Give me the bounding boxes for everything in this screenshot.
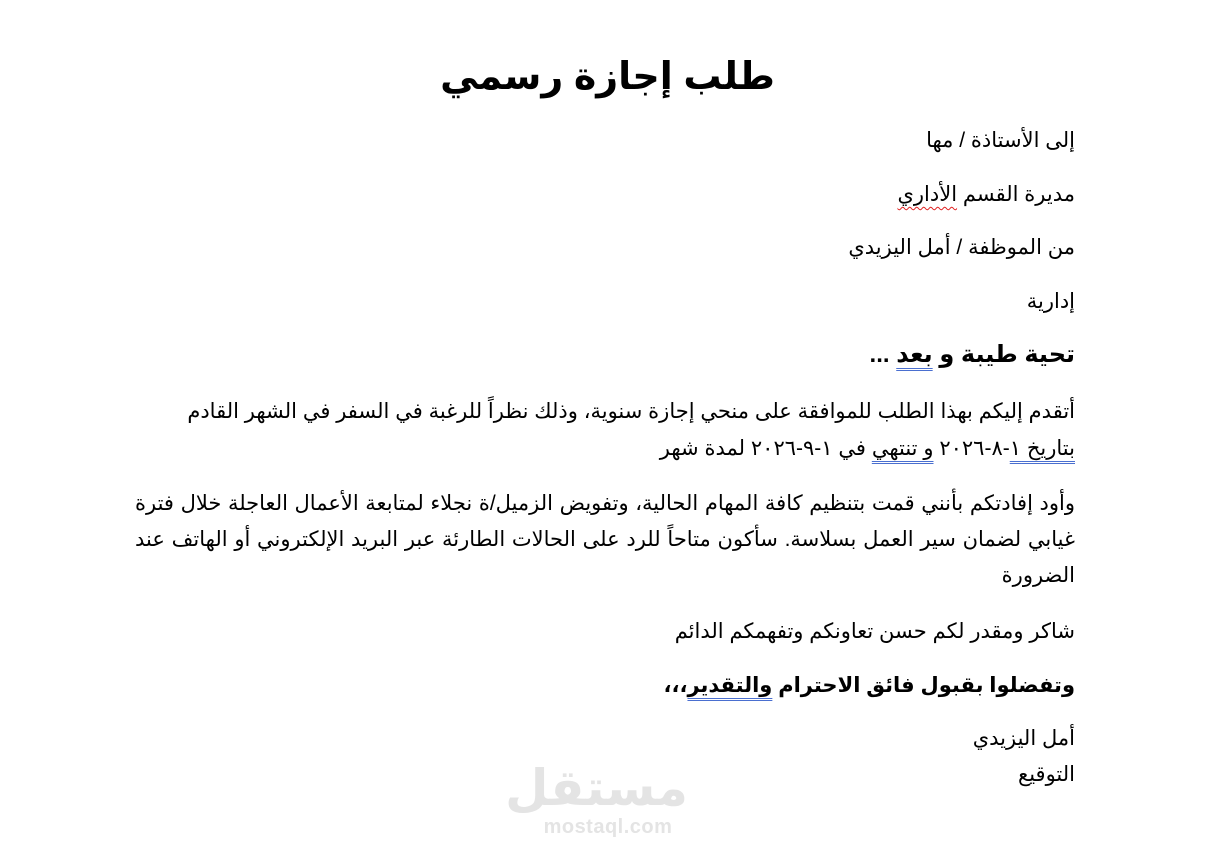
greeting-part1: تحية طيبة و xyxy=(939,341,1075,368)
department-line xyxy=(897,180,1075,210)
closing-part1: وتفضلوا بقبول فائق الاحترام xyxy=(778,674,1075,697)
sender-department-line: إدارية xyxy=(1026,290,1075,313)
thanks-line: شاكر ومقدر لكم حسن تعاونكم وتفهمكم الدائم xyxy=(674,620,1075,643)
sender-line: من الموظفة / أمل اليزيدي xyxy=(848,236,1075,259)
paragraph2: وأود إفادتكم بأنني قمت بتنظيم كافة المهام الحالية، وتفويض الزميل/ة نجلاء لمتابعة الأعمال العاجلة خلال فترة غيابي لضمان سير العمل بسلاسة. سأكون متاحاً للرد على الحالات الطارئة عبر البريد الإلكتروني أو الهاتف عند الضرورة xyxy=(135,492,1075,587)
closing-line xyxy=(664,671,1075,701)
signature-label: التوقيع xyxy=(1018,763,1075,786)
paragraph1-end-word: و تنتهي xyxy=(871,437,934,460)
greeting-marked-word: بعد xyxy=(896,341,933,368)
paragraph1-date-end: في ١-٩-٢٠٢٦ لمدة شهر xyxy=(659,437,866,460)
paragraph1-line2 xyxy=(660,434,1075,464)
closing-marked-word: والتقدير xyxy=(687,674,773,697)
watermark-url: mostaql.com xyxy=(543,816,673,838)
greeting-line xyxy=(870,340,1075,370)
paragraph1-date-word: بتاريخ ١ xyxy=(1009,437,1075,460)
signature-name: أمل اليزيدي xyxy=(972,727,1075,750)
greeting-part2: ... xyxy=(869,341,890,368)
document-title: طلب إجازة رسمي xyxy=(440,56,775,98)
paragraph1-date-start: -٨-٢٠٢٦ xyxy=(939,437,1010,460)
closing-part2: ،،، xyxy=(663,674,688,697)
watermark-logo: مستقل xyxy=(505,760,688,816)
recipient-line: إلى الأستاذة / مها xyxy=(926,129,1075,152)
paragraph1-line1: أتقدم إليكم بهذا الطلب للموافقة على منحي إجازة سنوية، وذلك نظراً للرغبة في السفر في الشهر القادم xyxy=(187,400,1075,423)
department-prefix: مديرة القسم xyxy=(962,183,1075,206)
watermark xyxy=(505,760,688,838)
department-misspelled-word: الأداري xyxy=(897,183,958,206)
